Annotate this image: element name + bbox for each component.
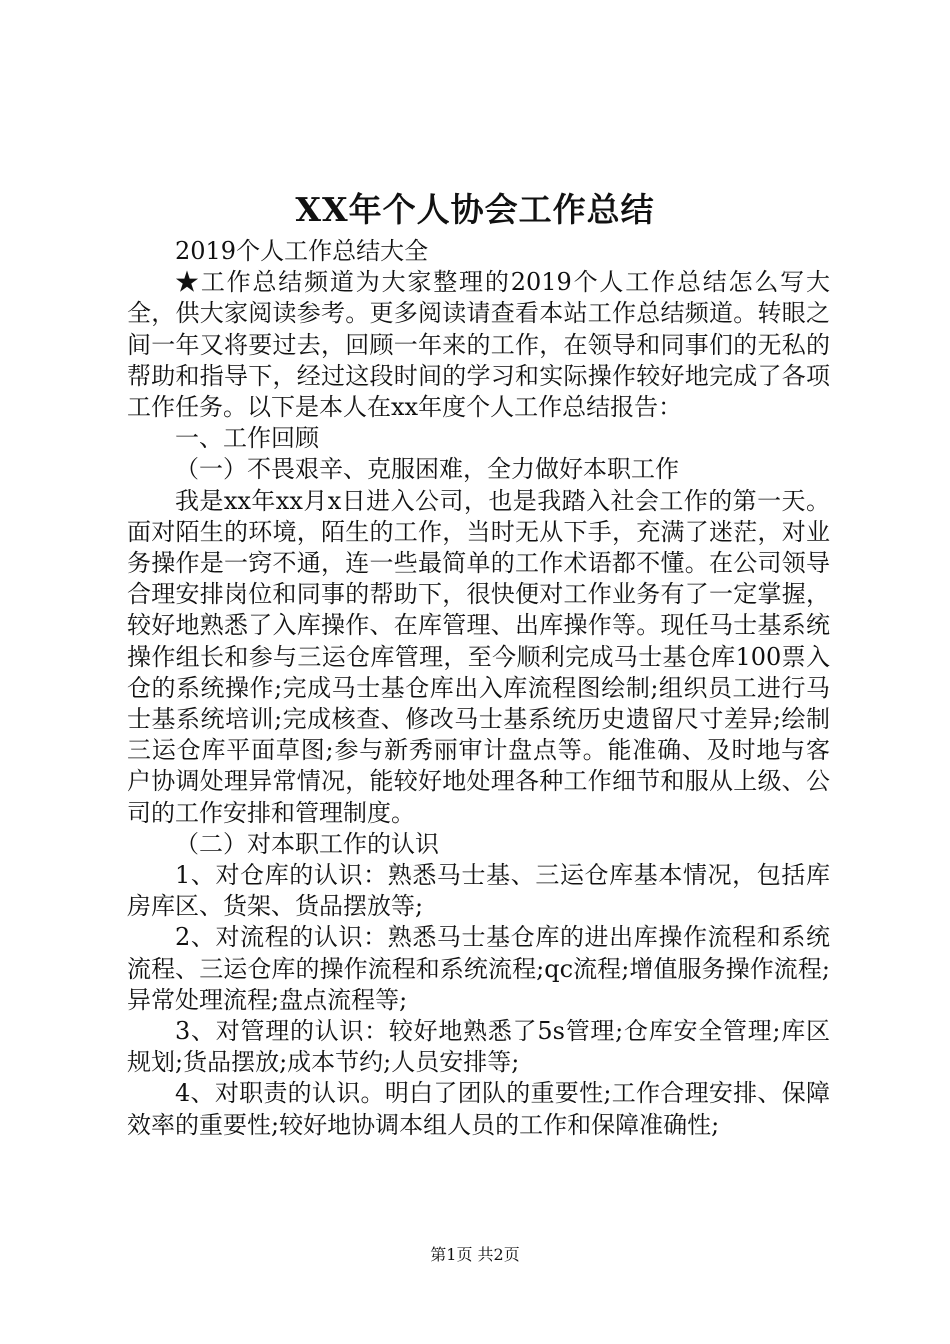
- paragraph-intro: ★工作总结频道为大家整理的2019个人工作总结怎么写大全，供大家阅读参考。更多阅读请查看本站工作总结频道。转眼之间一年又将要过去，回顾一年来的工作，在领导和同事们的无私的帮助和指导下，经过这段时间的学习和实际操作较好地完成了各项工作任务。以下是本人在xx年度个人工作总结报告：: [127, 268, 830, 422]
- heading-section-1: 一、工作回顾: [175, 424, 319, 453]
- document-body: [127, 236, 830, 1141]
- heading-subsection-1: （一）不畏艰辛、克服困难，全力做好本职工作: [175, 455, 679, 484]
- heading-subsection-2: （二）对本职工作的认识: [175, 829, 439, 858]
- page-footer: 第1页 共2页: [430, 1245, 520, 1264]
- paragraph-item-1: 1、对仓库的认识：熟悉马士基、三运仓库基本情况，包括库房库区、货架、货品摆放等;: [127, 861, 830, 921]
- paragraph-item-3: 3、对管理的认识：较好地熟悉了5s管理;仓库安全管理;库区规划;货品摆放;成本节约;人员安排等;: [127, 1017, 830, 1077]
- document-title: XX年个人协会工作总结: [295, 190, 655, 229]
- paragraph-work-review: 我是xx年xx月x日进入公司，也是我踏入社会工作的第一天。面对陌生的环境，陌生的工作，当时无从下手，充满了迷茫，对业务操作是一窍不通，连一些最简单的工作术语都不懂。在公司领导合理安排岗位和同事的帮助下，很快便对工作业务有了一定掌握，较好地熟悉了入库操作、在库管理、出库操作等。现任马士基系统操作组长和参与三运仓库管理，至今顺利完成马士基仓库100票入仓的系统操作;完成马士基仓库出入库流程图绘制;组织员工进行马士基系统培训;完成核查、修改马士基系统历史遗留尺寸差异;绘制三运仓库平面草图;参与新秀丽审计盘点等。能准确、及时地与客户协调处理异常情况，能较好地处理各种工作细节和服从上级、公司的工作安排和管理制度。: [127, 486, 830, 827]
- paragraph-item-2: 2、对流程的认识：熟悉马士基仓库的进出库操作流程和系统流程、三运仓库的操作流程和系统流程;qc流程;增值服务操作流程;异常处理流程;盘点流程等;: [127, 923, 830, 1014]
- paragraph-subtitle: 2019个人工作总结大全: [175, 237, 429, 265]
- paragraph-item-4: 4、对职责的认识。明白了团队的重要性;工作合理安排、保障效率的重要性;较好地协调本组人员的工作和保障准确性;: [127, 1079, 830, 1139]
